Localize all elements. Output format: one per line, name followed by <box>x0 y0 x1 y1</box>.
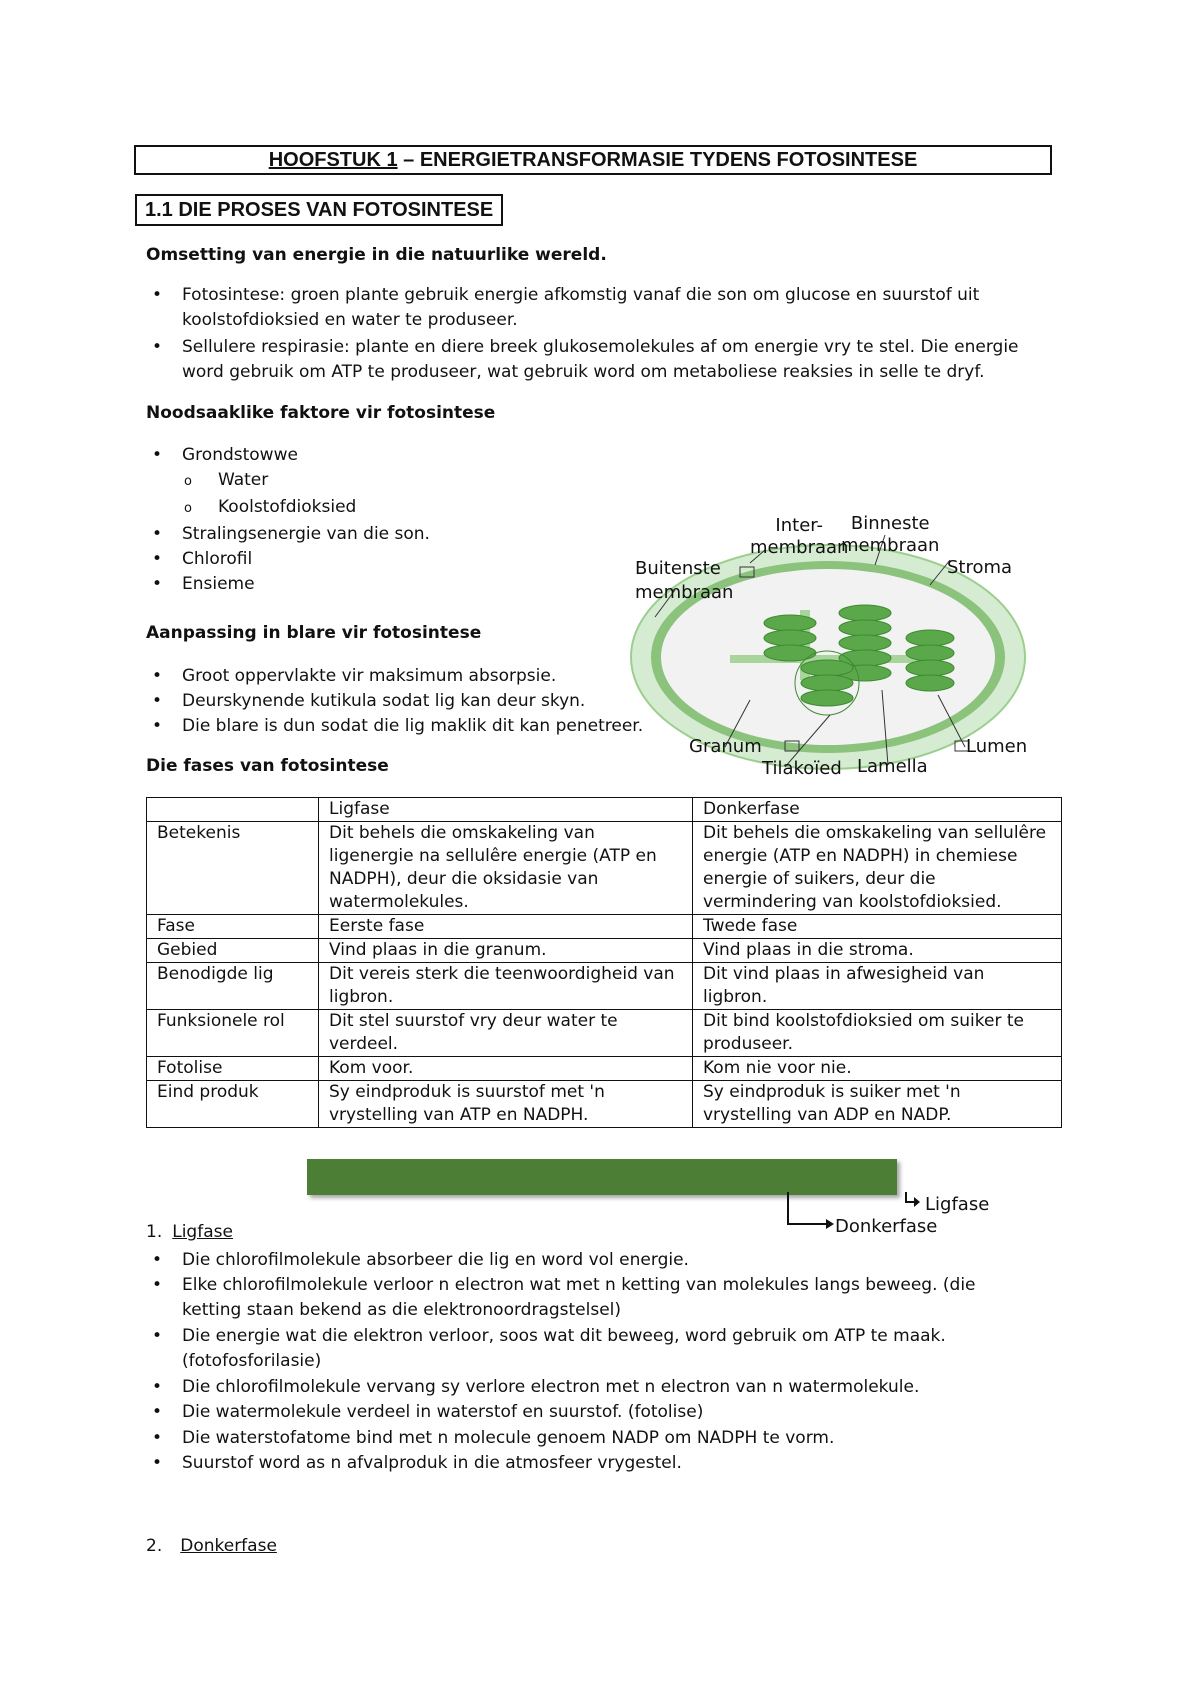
adapt-heading: Aanpassing in blare vir fotosintese <box>146 623 482 643</box>
adapt-bullet-2: Deurskynende kutikula sodat lig kan deur skyn. <box>182 691 586 711</box>
table-row <box>147 1081 1062 1128</box>
chapter-heading <box>134 145 1052 175</box>
bullet-icon: • <box>152 1453 163 1473</box>
bullet-icon: • <box>152 574 163 594</box>
table-cell: Betekenis <box>147 822 319 915</box>
factor-sub-co2: Koolstofdioksied <box>218 497 357 517</box>
bullet-icon: • <box>152 1428 163 1448</box>
bullet-icon: • <box>152 445 163 465</box>
light-bullet-4: Die chlorofilmolekule vervang sy verlore electron met n electron van n watermolekule. <box>182 1377 920 1397</box>
table-cell: Dit vind plaas in afwesigheid van ligbron. <box>693 963 1062 1010</box>
table-cell: Benodigde lig <box>147 963 319 1010</box>
chapter-title: – ENERGIETRANSFORMASIE TYDENS FOTOSINTESE <box>397 149 918 171</box>
label-granum: Granum <box>689 736 762 757</box>
phases-table <box>146 797 1062 1128</box>
label-outer-membrane: Buitenste membraan <box>635 558 734 603</box>
factor-item-radiation: Stralingsenergie van die son. <box>182 524 430 544</box>
table-cell: Fase <box>147 915 319 939</box>
bullet-icon: • <box>152 337 163 357</box>
table-row <box>147 1010 1062 1057</box>
adapt-bullet-1: Groot oppervlakte vir maksimum absorpsie. <box>182 666 557 686</box>
table-cell: Funksionele rol <box>147 1010 319 1057</box>
label-inner-membrane: Binneste membraan <box>841 513 940 556</box>
table-cell: Kom voor. <box>319 1057 693 1081</box>
chapter-number: HOOFSTUK 1 <box>268 149 398 171</box>
factors-heading: Noodsaaklike faktore vir fotosintese <box>146 403 496 423</box>
lightphase-heading: 1. Ligfase <box>146 1222 233 1242</box>
factor-sub-water: Water <box>218 470 269 490</box>
table-row <box>147 939 1062 963</box>
table-row <box>147 822 1062 915</box>
factor-item-grondstowwe: Grondstowwe <box>182 445 298 465</box>
adapt-bullet-3: Die blare is dun sodat die lig maklik dit kan penetreer. <box>182 716 644 736</box>
light-bullet-7: Suurstof word as n afvalproduk in die atmosfeer vrygestel. <box>182 1453 682 1473</box>
table-header-cell: Donkerfase <box>693 798 1062 822</box>
bullet-icon: • <box>152 285 163 305</box>
table-cell: Sy eindproduk is suurstof met 'n vrystelling van ATP en NADPH. <box>319 1081 693 1128</box>
darkphase-title: Donkerfase <box>180 1536 277 1556</box>
label-intermembrane: Inter- membraan <box>750 515 849 558</box>
factor-item-enzymes: Ensieme <box>182 574 255 594</box>
bullet-icon: • <box>152 1326 163 1346</box>
label-lamella: Lamella <box>857 756 928 777</box>
table-cell: Gebied <box>147 939 319 963</box>
table-row <box>147 963 1062 1010</box>
phases-heading: Die fases van fotosintese <box>146 756 389 776</box>
table-cell: Eerste fase <box>319 915 693 939</box>
bullet-icon: • <box>152 549 163 569</box>
bullet-icon: • <box>152 666 163 686</box>
table-cell: Twede fase <box>693 915 1062 939</box>
light-bullet-1: Die chlorofilmolekule absorbeer die lig en word vol energie. <box>182 1250 689 1270</box>
table-header-cell <box>147 798 319 822</box>
darkphase-heading: 2. Donkerfase <box>146 1536 277 1556</box>
table-cell: Dit behels die omskakeling van ligenergie na sellulêre energie (ATP en NADPH), deur die oksidasie van watermolekules. <box>319 822 693 915</box>
bullet-icon: • <box>152 716 163 736</box>
arrow-label-dark: Donkerfase <box>835 1216 938 1237</box>
energy-bullet-2: Sellulere respirasie: plante en diere breek glukosemolekules af om energie vry te stel. Die energie word gebruik om ATP te produseer, wat gebruik word om metaboliese reaksies in selle te dryf. <box>182 337 1019 382</box>
circle-bullet-icon: o <box>184 501 192 516</box>
table-cell: Kom nie voor nie. <box>693 1057 1062 1081</box>
table-cell: Fotolise <box>147 1057 319 1081</box>
table-cell: Dit vereis sterk die teenwoordigheid van ligbron. <box>319 963 693 1010</box>
table-cell: Vind plaas in die granum. <box>319 939 693 963</box>
bullet-icon: • <box>152 1275 163 1295</box>
table-cell: Dit behels die omskakeling van sellulêre energie (ATP en NADPH) in chemiese energie of suikers, deur die vermindering van koolstofdioksied. <box>693 822 1062 915</box>
table-cell: Dit bind koolstofdioksied om suiker te produseer. <box>693 1010 1062 1057</box>
light-bullet-3: Die energie wat die elektron verloor, soos wat dit beweeg, word gebruik om ATP te maak. (fotofosforilasie) <box>182 1326 946 1371</box>
bullet-icon: • <box>152 1402 163 1422</box>
circle-bullet-icon: o <box>184 474 192 489</box>
bullet-icon: • <box>152 524 163 544</box>
section-heading: 1.1 DIE PROSES VAN FOTOSINTESE <box>135 194 503 226</box>
table-row <box>147 915 1062 939</box>
factor-item-chlorophyll: Chlorofil <box>182 549 253 569</box>
table-cell: Vind plaas in die stroma. <box>693 939 1062 963</box>
bullet-icon: • <box>152 1377 163 1397</box>
table-header-row <box>147 798 1062 822</box>
table-header-cell: Ligfase <box>319 798 693 822</box>
label-lumen: Lumen <box>966 736 1028 757</box>
label-thylakoid: Tilakoïed <box>762 758 842 779</box>
light-bullet-2: Elke chlorofilmolekule verloor n electron wat met n ketting van molekules langs beweeg. (die ketting staan bekend as die elektronoordragstelsel) <box>182 1275 976 1320</box>
table-cell: Sy eindproduk is suiker met 'n vrystelling van ADP en NADP. <box>693 1081 1062 1128</box>
table-cell: Eind produk <box>147 1081 319 1128</box>
bullet-icon: • <box>152 691 163 711</box>
table-row <box>147 1057 1062 1081</box>
energy-bullet-1: Fotosintese: groen plante gebruik energie afkomstig vanaf die son om glucose en suurstof uit koolstofdioksied en water te produseer. <box>182 285 980 330</box>
arrow-label-light: Ligfase <box>925 1194 990 1215</box>
label-stroma: Stroma <box>947 557 1013 578</box>
bullet-icon: • <box>152 1250 163 1270</box>
table-cell: Dit stel suurstof vry deur water te verdeel. <box>319 1010 693 1057</box>
light-bullet-6: Die waterstofatome bind met n molecule genoem NADP om NADPH te vorm. <box>182 1428 835 1448</box>
energy-heading: Omsetting van energie in die natuurlike wereld. <box>146 245 607 265</box>
lightphase-title: Ligfase <box>172 1222 233 1242</box>
light-bullet-5: Die watermolekule verdeel in waterstof en suurstof. (fotolise) <box>182 1402 704 1422</box>
